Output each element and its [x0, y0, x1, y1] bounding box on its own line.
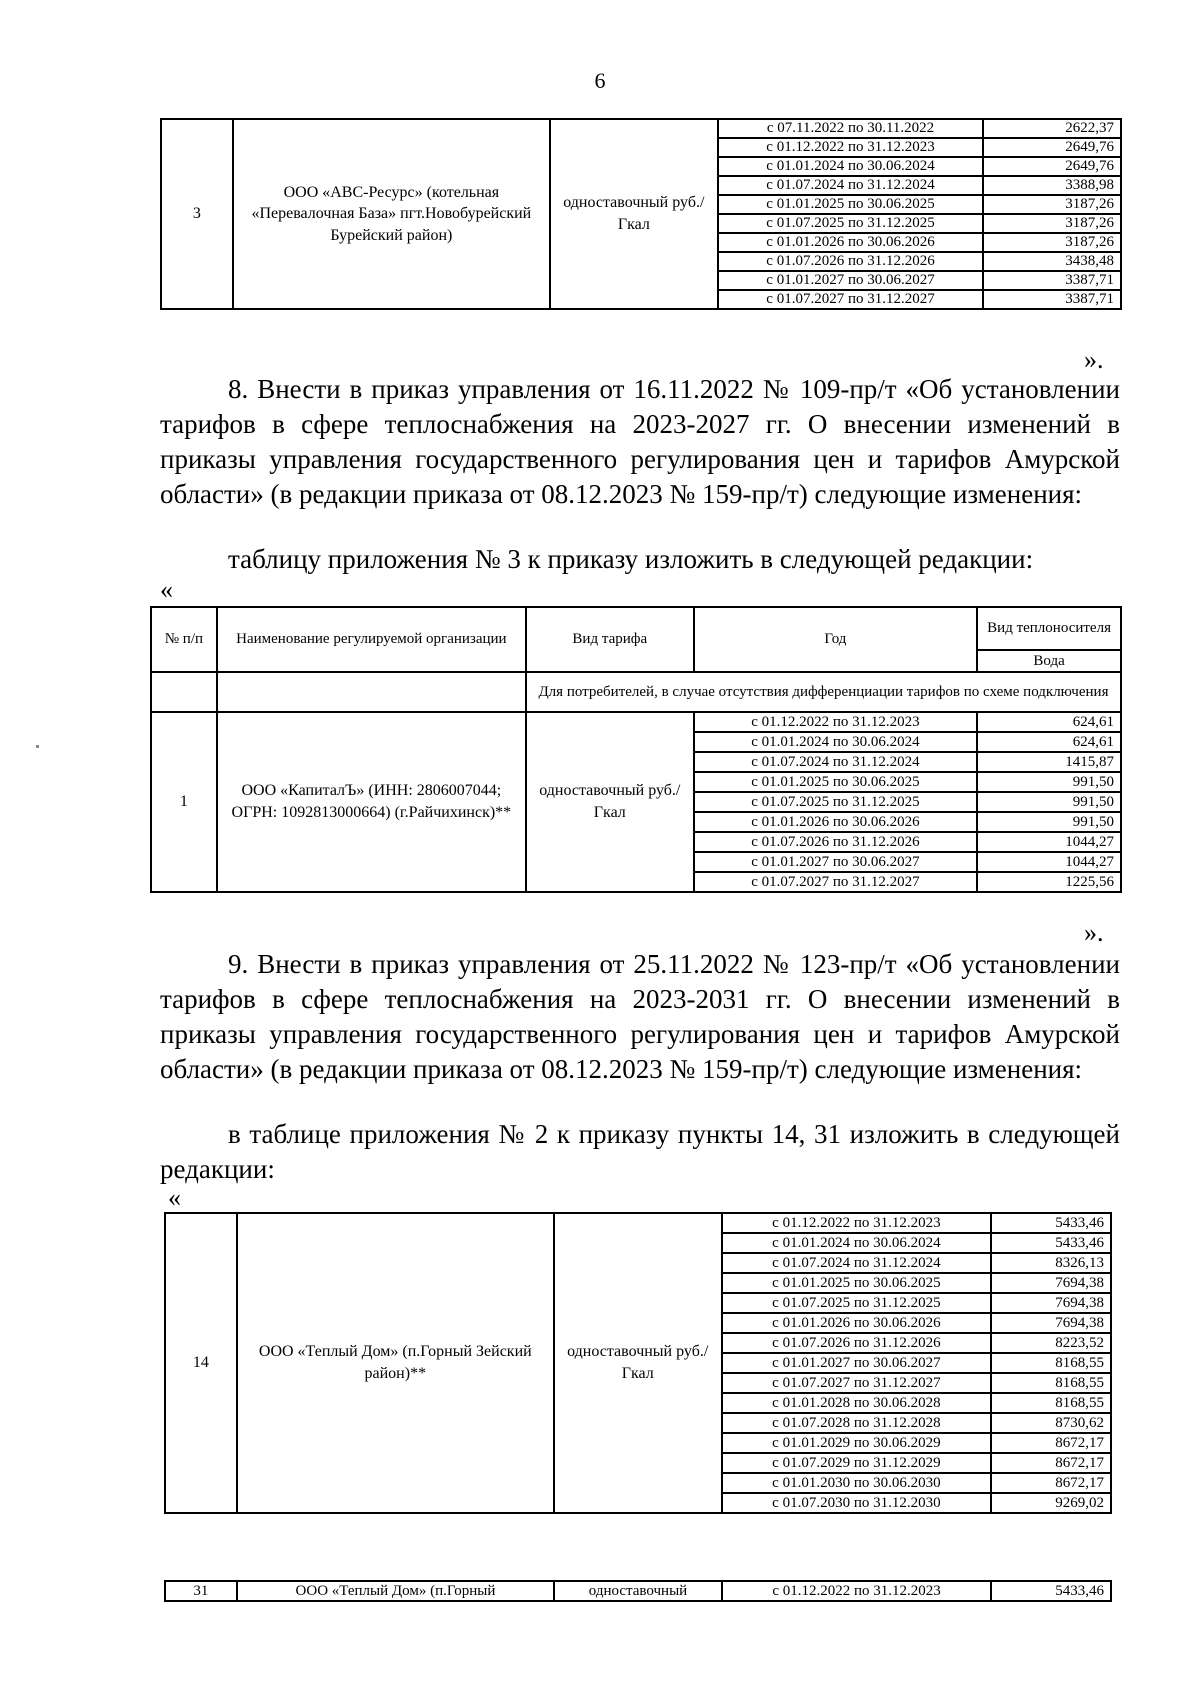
row-number: 1 [151, 712, 217, 892]
value-cell: 8168,55 [991, 1393, 1111, 1413]
value-cell: 7694,38 [991, 1273, 1111, 1293]
header-org-name: Наименование регулируемой организации [217, 607, 526, 672]
value-cell: 8326,13 [991, 1253, 1111, 1273]
value-cell: 991,50 [977, 772, 1121, 792]
period-cell: с 01.07.2028 по 31.12.2028 [722, 1413, 992, 1433]
table-row [151, 712, 1121, 732]
period-cell: с 01.01.2030 по 30.06.2030 [722, 1473, 992, 1493]
open-quote: « [168, 1183, 181, 1212]
period-cell: с 01.01.2026 по 30.06.2026 [718, 233, 984, 252]
period-cell: с 01.07.2025 по 31.12.2025 [718, 214, 984, 233]
org-name: ООО «КапиталЪ» (ИНН: 2806007044; ОГРН: 1092813000664) (г.Райчихинск)** [217, 712, 526, 892]
value-cell: 3187,26 [983, 233, 1121, 252]
table-row [161, 119, 1121, 138]
period-cell: с 01.07.2026 по 31.12.2026 [694, 832, 978, 852]
value-cell: 3438,48 [983, 252, 1121, 271]
period-cell: с 01.01.2029 по 30.06.2029 [722, 1433, 992, 1453]
value-cell: 5433,46 [991, 1581, 1111, 1601]
subheader-empty-cell [151, 672, 217, 712]
period-cell: с 01.01.2026 по 30.06.2026 [722, 1313, 992, 1333]
value-cell: 8168,55 [991, 1373, 1111, 1393]
period-cell: с 01.12.2022 по 31.12.2023 [718, 138, 984, 157]
period-cell: с 01.12.2022 по 31.12.2023 [722, 1581, 991, 1601]
period-cell: с 01.01.2024 по 30.06.2024 [694, 732, 978, 752]
value-cell: 8672,17 [991, 1433, 1111, 1453]
row-number: 3 [161, 119, 233, 309]
period-cell: с 01.01.2027 по 30.06.2027 [722, 1353, 992, 1373]
period-cell: с 01.01.2024 по 30.06.2024 [718, 157, 984, 176]
paragraph-8-sub: таблицу приложения № 3 к приказу изложить в следующей редакции: [228, 544, 1034, 574]
page-number: 6 [594, 68, 606, 93]
value-cell: 7694,38 [991, 1313, 1111, 1333]
open-quote: « [160, 575, 173, 604]
tariff-table-item-14 [164, 1212, 1112, 1514]
tariff-type: одноставочный руб./Гкал [526, 712, 694, 892]
subheader-consumers: Для потребителей, в случае отсутствия дифференциации тарифов по схеме подключения [526, 672, 1121, 712]
subheader-empty-cell [217, 672, 526, 712]
tariff-table-item-31 [164, 1580, 1112, 1602]
paragraph-9: 9. Внести в приказ управления от 25.11.2022 № 123-пр/т «Об установлении тарифов в сфере теплоснабжения на 2023-2031 гг. О внесении изменений в приказы управления государственного регулирования цен и тарифов Амурской области» (в редакции приказа от 08.12.2023 № 159-пр/т) следующие изменения: [160, 949, 1120, 1084]
period-cell: с 01.01.2025 по 30.06.2025 [722, 1273, 992, 1293]
value-cell: 1415,87 [977, 752, 1121, 772]
org-name: ООО «Теплый Дом» (п.Горный [237, 1581, 554, 1601]
value-cell: 991,50 [977, 792, 1121, 812]
period-cell: с 01.12.2022 по 31.12.2023 [722, 1213, 992, 1233]
header-water: Вода [977, 650, 1121, 672]
period-cell: с 01.01.2027 по 30.06.2027 [718, 271, 984, 290]
period-cell: с 07.11.2022 по 30.11.2022 [718, 119, 984, 138]
period-cell: с 01.07.2027 по 31.12.2027 [722, 1373, 992, 1393]
period-cell: с 01.01.2025 по 30.06.2025 [694, 772, 978, 792]
paragraph-9-sub: в таблице приложения № 2 к приказу пункты 14, 31 изложить в следующей редакции: [160, 1119, 1120, 1184]
period-cell: с 01.07.2029 по 31.12.2029 [722, 1453, 992, 1473]
close-quote: ». [1084, 345, 1104, 374]
value-cell: 5433,46 [991, 1233, 1111, 1253]
tariff-type: одноставочный руб./Гкал [550, 119, 718, 309]
value-cell: 8672,17 [991, 1453, 1111, 1473]
value-cell: 624,61 [977, 732, 1121, 752]
value-cell: 8223,52 [991, 1333, 1111, 1353]
value-cell: 3387,71 [983, 271, 1121, 290]
value-cell: 2649,76 [983, 157, 1121, 176]
value-cell: 2649,76 [983, 138, 1121, 157]
value-cell: 3388,98 [983, 176, 1121, 195]
period-cell: с 01.07.2026 по 31.12.2026 [722, 1333, 992, 1353]
value-cell: 8168,55 [991, 1353, 1111, 1373]
row-number: 31 [165, 1581, 237, 1601]
value-cell: 5433,46 [991, 1213, 1111, 1233]
period-cell: с 01.07.2024 по 31.12.2024 [718, 176, 984, 195]
value-cell: 3187,26 [983, 195, 1121, 214]
value-cell: 624,61 [977, 712, 1121, 732]
table-row [165, 1213, 1111, 1233]
period-cell: с 01.07.2030 по 31.12.2030 [722, 1493, 992, 1513]
value-cell: 1044,27 [977, 832, 1121, 852]
period-cell: с 01.07.2024 по 31.12.2024 [722, 1253, 992, 1273]
value-cell: 991,50 [977, 812, 1121, 832]
period-cell: с 01.07.2025 по 31.12.2025 [722, 1293, 992, 1313]
close-quote: ». [1084, 918, 1104, 947]
row-number: 14 [165, 1213, 237, 1513]
org-name: ООО «Теплый Дом» (п.Горный Зейский район)** [237, 1213, 554, 1513]
period-cell: с 01.07.2025 по 31.12.2025 [694, 792, 978, 812]
period-cell: с 01.01.2027 по 30.06.2027 [694, 852, 978, 872]
period-cell: с 01.07.2027 по 31.12.2027 [718, 290, 984, 309]
tariff-type: одноставочный [554, 1581, 722, 1601]
value-cell: 3187,26 [983, 214, 1121, 233]
period-cell: с 01.01.2026 по 30.06.2026 [694, 812, 978, 832]
value-cell: 7694,38 [991, 1293, 1111, 1313]
tariff-table-top [160, 118, 1122, 310]
period-cell: с 01.01.2025 по 30.06.2025 [718, 195, 984, 214]
value-cell: 8672,17 [991, 1473, 1111, 1493]
value-cell: 1044,27 [977, 852, 1121, 872]
value-cell: 9269,02 [991, 1493, 1111, 1513]
period-cell: с 01.12.2022 по 31.12.2023 [694, 712, 978, 732]
period-cell: с 01.01.2024 по 30.06.2024 [722, 1233, 992, 1253]
header-heat-carrier: Вид теплоносителя [977, 607, 1121, 650]
value-cell: 8730,62 [991, 1413, 1111, 1433]
scan-dot [36, 745, 39, 748]
tariff-table-annex-3 [150, 606, 1122, 893]
period-cell: с 01.01.2028 по 30.06.2028 [722, 1393, 992, 1413]
header-num: № п/п [151, 607, 217, 672]
org-name: ООО «АВС-Ресурс» (котельная «Перевалочная База» пгт.Новобурейский Бурейский район) [233, 119, 550, 309]
period-cell: с 01.07.2027 по 31.12.2027 [694, 872, 978, 892]
period-cell: с 01.07.2026 по 31.12.2026 [718, 252, 984, 271]
period-cell: с 01.07.2024 по 31.12.2024 [694, 752, 978, 772]
paragraph-8: 8. Внести в приказ управления от 16.11.2022 № 109-пр/т «Об установлении тарифов в сфере теплоснабжения на 2023-2027 гг. О внесении изменений в приказы управления государственного регулирования цен и тарифов Амурской области» (в редакции приказа от 08.12.2023 № 159-пр/т) следующие изменения: [160, 374, 1120, 509]
header-year: Год [694, 607, 978, 672]
value-cell: 2622,37 [983, 119, 1121, 138]
value-cell: 3387,71 [983, 290, 1121, 309]
header-tariff-type: Вид тарифа [526, 607, 694, 672]
value-cell: 1225,56 [977, 872, 1121, 892]
tariff-type: одноставочный руб./Гкал [554, 1213, 722, 1513]
